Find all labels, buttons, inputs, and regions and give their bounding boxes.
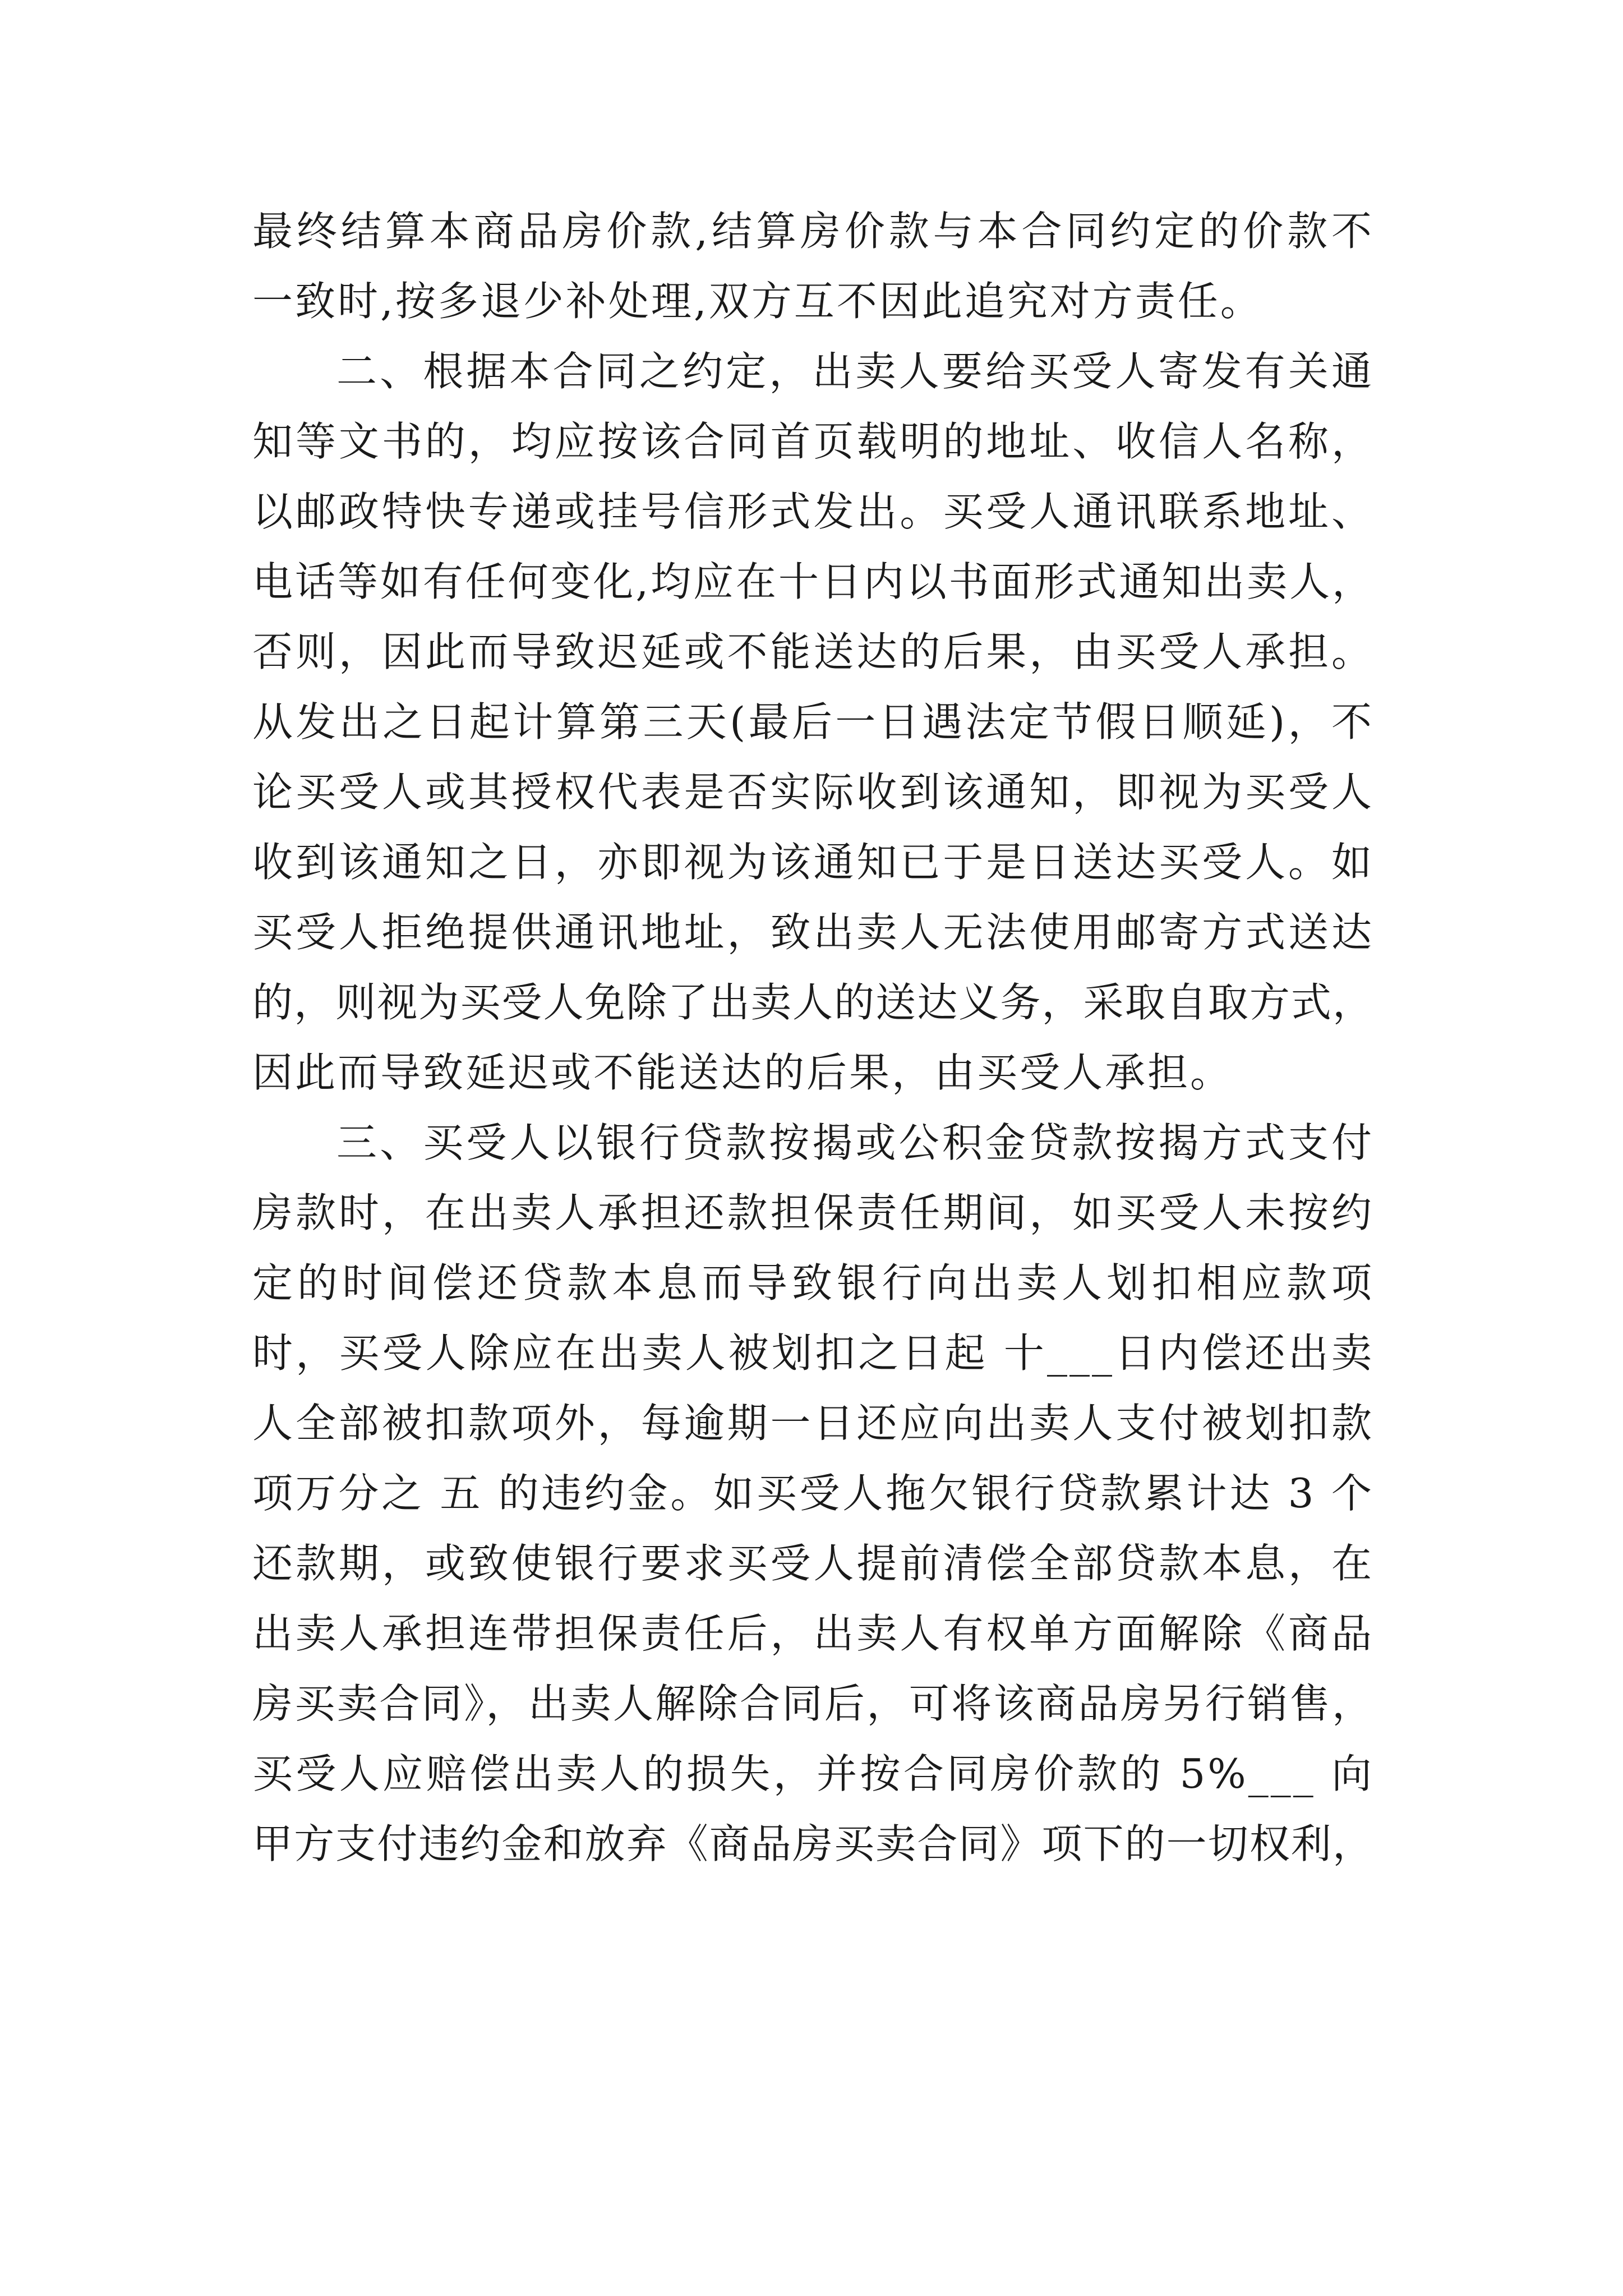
text-line: 时，买受人除应在出卖人被划扣之日起 十___日内偿还出卖 (252, 1329, 1374, 1377)
text-line: 二、根据本合同之约定，出卖人要给买受人寄发有关通 (336, 348, 1374, 395)
text-line: 从发出之日起计算第三天(最后一日遇法定节假日顺延)，不 (252, 698, 1374, 746)
text-line: 房买卖合同》，出卖人解除合同后，可将该商品房另行销售， (252, 1680, 1374, 1727)
text-line: 三、买受人以银行贷款按揭或公积金贷款按揭方式支付 (336, 1119, 1374, 1166)
text-line: 论买受人或其授权代表是否实际收到该通知，即视为买受人 (252, 769, 1374, 816)
text-line: 电话等如有任何变化,均应在十日内以书面形式通知出卖人， (252, 558, 1374, 605)
text-line: 收到该通知之日，亦即视为该通知已于是日送达买受人。如 (252, 839, 1374, 886)
text-line: 买受人拒绝提供通讯地址，致出卖人无法使用邮寄方式送达 (252, 909, 1374, 956)
text-line: 否则，因此而导致迟延或不能送达的后果，由买受人承担。 (252, 628, 1374, 675)
text-line: 买受人应赔偿出卖人的损失，并按合同房价款的 5%___ 向 (252, 1750, 1374, 1797)
contract-body-text (252, 196, 1374, 1879)
text-line: 一致时,按多退少补处理,双方互不因此追究对方责任。 (252, 278, 1263, 325)
text-line: 项万分之 五 的违约金。如买受人拖欠银行贷款累计达 3 个 (252, 1470, 1374, 1517)
text-line: 知等文书的，均应按该合同首页载明的地址、收信人名称， (252, 418, 1374, 465)
text-line: 的，则视为买受人免除了出卖人的送达义务，采取自取方式， (252, 979, 1374, 1026)
text-line: 因此而导致延迟或不能送达的后果，由买受人承担。 (252, 1049, 1233, 1096)
text-line: 房款时，在出卖人承担还款担保责任期间，如买受人未按约 (252, 1189, 1374, 1236)
text-line: 人全部被扣款项外，每逾期一日还应向出卖人支付被划扣款 (252, 1400, 1374, 1447)
text-line: 定的时间偿还贷款本息而导致银行向出卖人划扣相应款项 (252, 1259, 1374, 1306)
text-line: 甲方支付违约金和放弃《商品房买卖合同》项下的一切权利， (252, 1820, 1374, 1867)
text-line: 还款期，或致使银行要求买受人提前清偿全部贷款本息，在 (252, 1540, 1374, 1587)
text-line: 以邮政特快专递或挂号信形式发出。买受人通讯联系地址、 (252, 488, 1374, 535)
text-line: 最终结算本商品房价款,结算房价款与本合同约定的价款不 (252, 208, 1374, 255)
text-line: 出卖人承担连带担保责任后，出卖人有权单方面解除《商品 (252, 1610, 1374, 1657)
